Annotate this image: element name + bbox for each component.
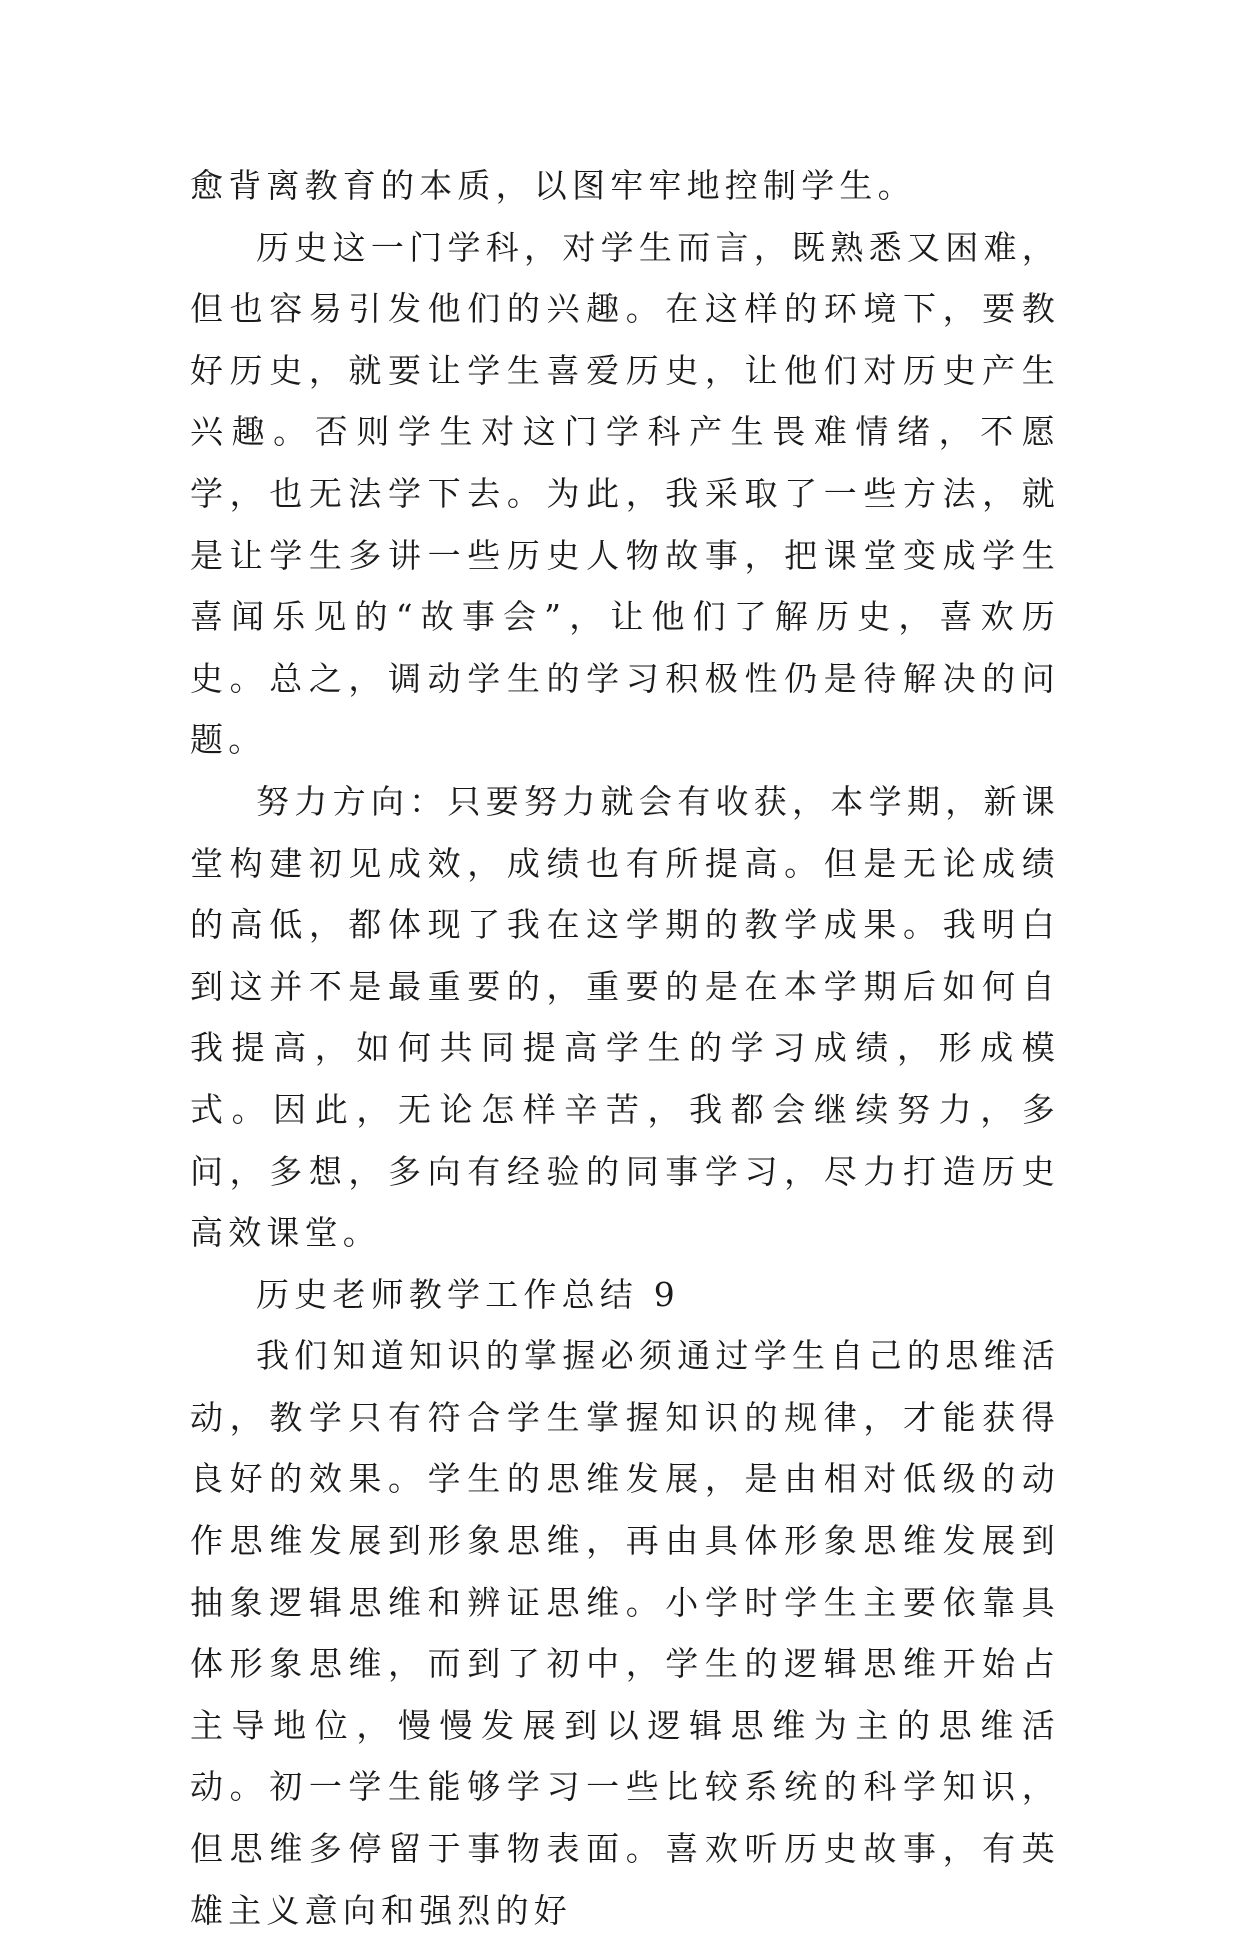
section-heading: 历史老师教学工作总结 9 [256, 1274, 680, 1314]
paragraph-thinking-development: 我们知道知识的掌握必须通过学生自己的思维活动，教学只有符合学生掌握知识的规律，才能获得良好的效果。学生的思维发展，是由相对低级的动作思维发展到形象思维，再由具体形象思维发展到抽象逻辑思维和辨证思维。小学时学生主要依靠具体形象思维，而到了初中，学生的逻辑思维开始占主导地位，慢慢发展到以逻辑思维为主的思维活动。初一学生能够学习一些比较系统的科学知识，但思维多停留于事物表面。喜欢听历史故事，有英雄主义意向和强烈的好 [190, 1336, 1060, 1930]
paragraph-improvement-direction: 努力方向：只要努力就会有收获，本学期，新课堂构建初见成效，成绩也有所提高。但是无论成绩的高低，都体现了我在这学期的教学成果。我明白到这并不是最重要的，重要的是在本学期后如何自我提高，如何共同提高学生的学习成绩，形成模式。因此，无论怎样辛苦，我都会继续努力，多问，多想，多向有经验的同事学习，尽力打造历史高效课堂。 [190, 781, 1060, 1253]
paragraph-continuation: 愈背离教育的本质，以图牢牢地控制学生。 [190, 166, 916, 205]
document-body [190, 155, 1060, 1941]
paragraph-history-interest: 历史这一门学科，对学生而言，既熟悉又困难，但也容易引发他们的兴趣。在这样的环境下，要教好历史，就要让学生喜爱历史，让他们对历史产生兴趣。否则学生对这门学科产生畏难情绪，不愿学，也无法学下去。为此，我采取了一些方法，就是让学生多讲一些历史人物故事，把课堂变成学生喜闻乐见的“故事会”，让他们了解历史，喜欢历史。总之，调动学生的学习积极性仍是待解决的问题。 [190, 227, 1060, 760]
